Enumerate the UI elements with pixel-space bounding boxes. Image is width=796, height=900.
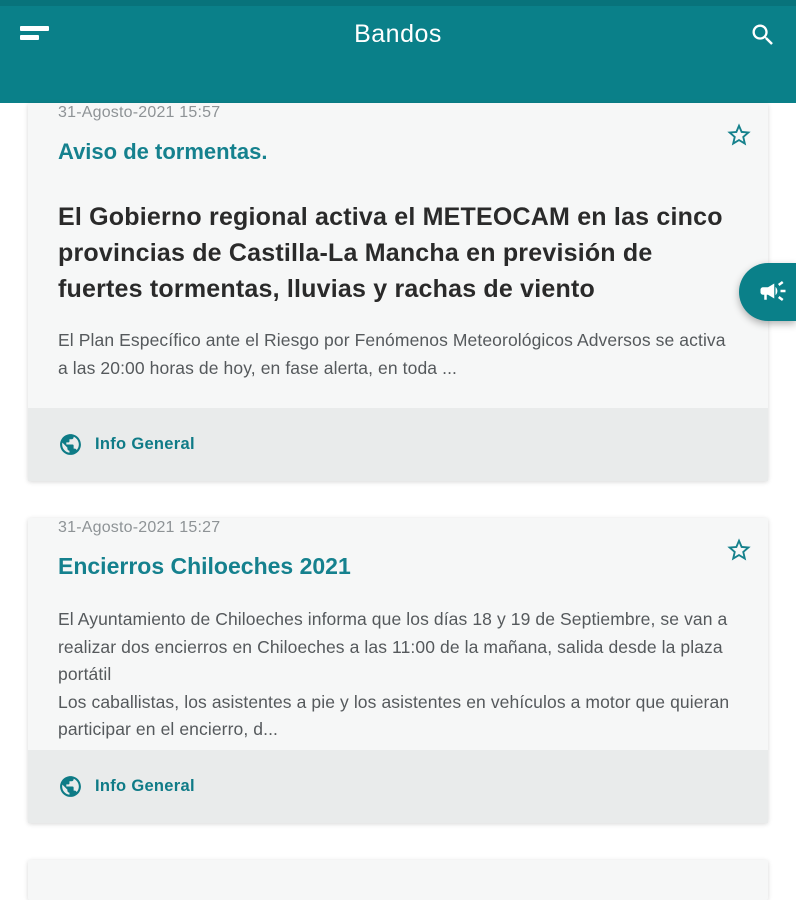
bando-body-paragraph: El Plan Específico ante el Riesgo por Fenómenos Meteorológicos Adversos se activa a las 20:00 horas de hoy, en fase alerta, en toda ...	[58, 330, 726, 378]
bando-headline: El Gobierno regional activa el METEOCAM en las cinco provincias de Castilla-La Mancha en previsión de fuertes tormentas, lluvias y rachas de viento	[58, 203, 723, 303]
bando-date: 31-Agosto-2021 15:57	[58, 104, 221, 121]
menu-button[interactable]	[16, 15, 56, 55]
bando-card[interactable]	[28, 103, 768, 481]
bando-card[interactable]	[28, 518, 768, 823]
globe-icon	[58, 774, 83, 799]
search-icon	[749, 37, 777, 52]
search-button[interactable]	[742, 14, 784, 56]
bandos-list[interactable]	[28, 75, 768, 900]
bando-title: Encierros Chiloeches 2021	[58, 553, 351, 579]
bando-category-row	[28, 750, 768, 823]
megaphone-icon	[745, 276, 788, 309]
hamburger-menu-icon	[20, 26, 52, 40]
bando-card-partial[interactable]	[28, 860, 768, 900]
category-label: Info General	[95, 435, 195, 453]
globe-icon	[58, 432, 83, 457]
page-title: Bandos	[354, 19, 442, 48]
category-label: Info General	[95, 776, 195, 795]
favorite-button[interactable]	[723, 119, 755, 151]
star-outline-icon	[725, 552, 753, 567]
bando-body	[58, 327, 738, 382]
announcement-fab[interactable]	[739, 263, 796, 321]
bando-date: 31-Agosto-2021 15:27	[58, 519, 221, 536]
bando-body	[58, 606, 738, 744]
star-outline-icon	[725, 137, 753, 152]
bando-body-paragraph: El Ayuntamiento de Chiloeches informa que los días 18 y 19 de Septiembre, se van a realizar dos encierros en Chiloeches a las 11:00 de la mañana, salida desde la plaza portátil	[58, 609, 728, 684]
favorite-button[interactable]	[723, 534, 755, 566]
bando-title: Aviso de tormentas.	[58, 139, 268, 164]
toolbar	[0, 6, 796, 62]
bando-body-paragraph: Los caballistas, los asistentes a pie y los asistentes en vehículos a motor que quieran participar en el encierro, d...	[58, 691, 730, 739]
bando-category-row	[28, 408, 768, 481]
